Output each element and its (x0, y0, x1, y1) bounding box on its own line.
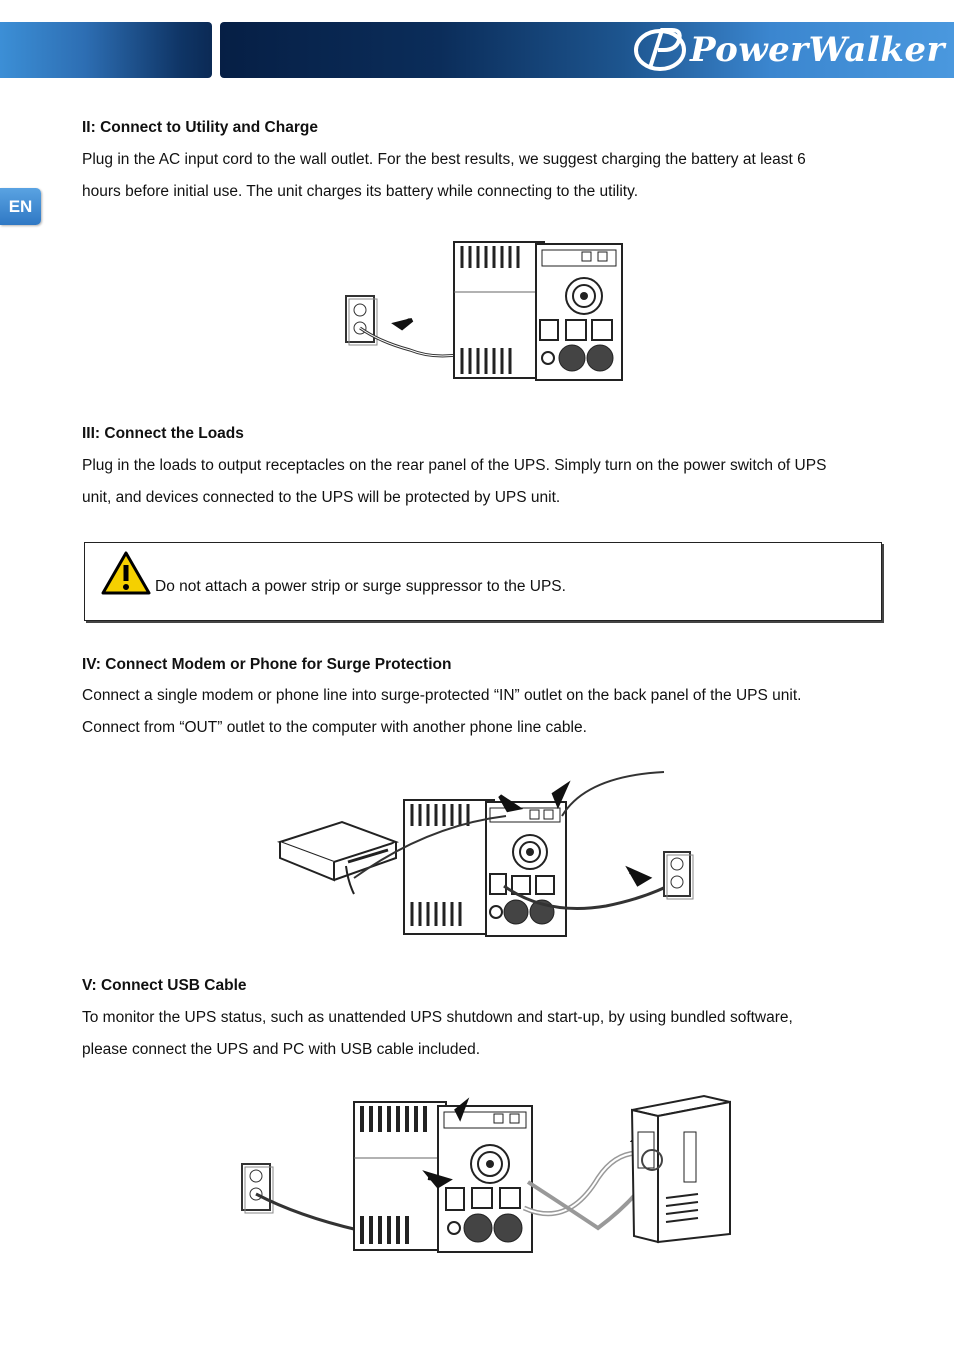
text-line: Plug in the loads to output receptacles on the rear panel of the UPS. Simply turn on the power switch of UPS (82, 457, 827, 474)
language-tab[interactable]: EN (0, 188, 41, 225)
text-line: Connect from “OUT” outlet to the computer with another phone line cable. (82, 719, 587, 736)
arrow-icon (630, 870, 648, 884)
pc-tower-icon (632, 1096, 730, 1242)
modem-icon (280, 822, 396, 894)
figure-usb-pc-connection (238, 1088, 734, 1258)
text-line: hours before initial use. The unit charges its battery while connecting to the utility. (82, 183, 639, 200)
wall-outlet-icon (346, 296, 377, 345)
header-band-left (0, 22, 212, 78)
page-header (0, 0, 954, 80)
section-usb-text (82, 1002, 892, 1066)
brand-logo (632, 24, 945, 76)
figure-modem-phone-connection (276, 766, 696, 938)
section-usb-heading: V: Connect USB Cable (82, 977, 247, 994)
text-line: To monitor the UPS status, such as unattended UPS shutdown and start-up, by using bundled software, (82, 1009, 793, 1026)
section-utility-heading: II: Connect to Utility and Charge (82, 119, 318, 136)
section-loads-text (82, 450, 892, 514)
text-line: unit, and devices connected to the UPS will be protected by UPS unit. (82, 489, 561, 506)
section-modem-heading: IV: Connect Modem or Phone for Surge Protection (82, 656, 452, 673)
logo-emblem-icon (632, 24, 692, 76)
wall-outlet-icon (242, 1164, 273, 1213)
warning-text: Do not attach a power strip or surge suppressor to the UPS. (155, 578, 566, 595)
section-loads-heading: III: Connect the Loads (82, 425, 244, 442)
text-line: Plug in the AC input cord to the wall outlet. For the best results, we suggest charging the battery at least 6 (82, 151, 806, 168)
warning-triangle-icon (101, 551, 151, 595)
section-modem-text (82, 680, 892, 744)
wall-outlet-icon (664, 852, 693, 899)
section-utility-text (82, 144, 892, 208)
arrow-icon (396, 320, 412, 328)
text-line: please connect the UPS and PC with USB cable included. (82, 1041, 481, 1058)
brand-name: PowerWalker (690, 30, 945, 70)
text-line: Connect a single modem or phone line into surge-protected “IN” outlet on the back panel of the UPS unit. (82, 687, 802, 704)
ups-unit-icon (454, 242, 622, 380)
figure-ups-wall-outlet (340, 232, 630, 384)
ups-unit-icon (404, 800, 566, 936)
warning-box (84, 542, 882, 621)
